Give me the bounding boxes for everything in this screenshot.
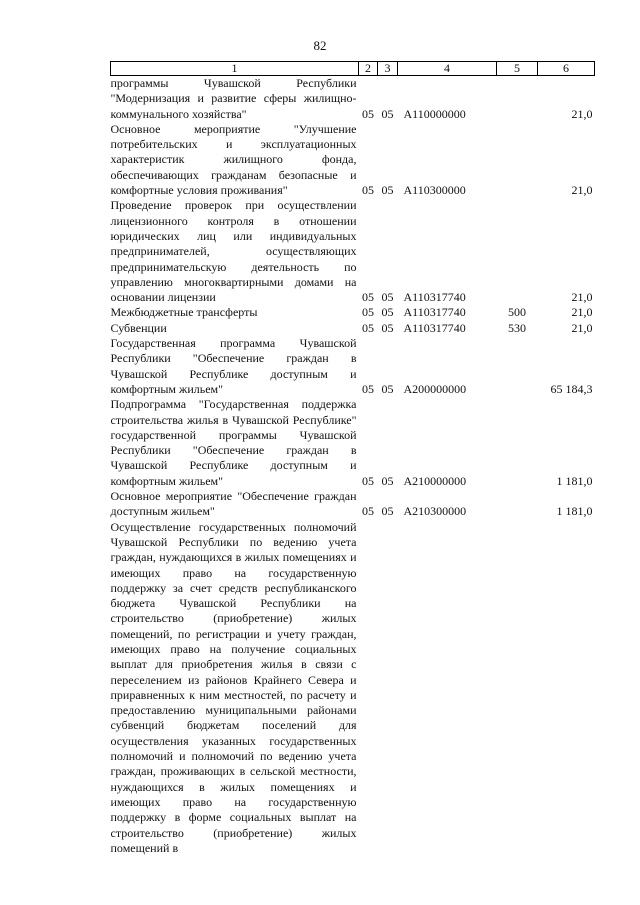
- header-cell-expense-type: 5: [497, 62, 538, 76]
- row-amount: 65 184,3: [550, 381, 593, 396]
- table-row: [111, 305, 595, 320]
- table-row: [111, 489, 595, 520]
- row-target-code: [398, 520, 497, 857]
- header-cell-target-code: 4: [398, 62, 497, 76]
- row-amount: [538, 520, 595, 857]
- row-name: Осуществление государственных полномочий Чувашской Республики по ведению учета граждан, нуждающихся в жилых помещениях и имеющих право на государственную поддержку за счет средств республиканского бюджета Чувашской Республики на строительство (приобретение) жилых помещений, по регистрации и учету граждан, имеющих право на получение социальных выплат для приобретения жилья в связи с переселением из районов Крайнего Севера и приравненных к ним местностей, по расчету и предоставлению муниципальными районами субвенций бюджетам поселений для осуществления указанных государственных полномочий и полномочий по ведению учета граждан, проживающих в сельской местности, нуждающихся в жилых помещениях и имеющих право на государственную поддержку в форме социальных выплат на строительство (приобретение) жилых помещений в: [110, 519, 357, 855]
- row-section: [359, 520, 378, 857]
- row-name: Государственная программа Чувашской Республики "Обеспечение граждан в Чувашской Республике доступным и комфортным жильем": [110, 336, 357, 396]
- row-subsection: 05: [381, 106, 394, 121]
- row-expense-type: [497, 489, 538, 520]
- table-row: [111, 397, 595, 489]
- header-cell-subsection: 3: [378, 62, 398, 76]
- row-section: 05: [362, 381, 374, 396]
- row-expense-type: [497, 397, 538, 489]
- row-name: программы Чувашской Республики "Модернизация и развитие сферы жилищно-коммунального хозяйства": [110, 76, 357, 121]
- row-section: 05: [362, 106, 374, 121]
- table-row: [111, 122, 595, 198]
- row-name: Субвенции: [110, 320, 167, 335]
- row-subsection: 05: [381, 320, 394, 335]
- table-header: [111, 62, 595, 76]
- row-expense-type: [497, 76, 538, 122]
- row-section: 05: [362, 504, 374, 519]
- row-subsection: 05: [381, 473, 394, 488]
- row-target-code: А110317740: [403, 305, 466, 320]
- row-target-code: А210000000: [403, 473, 467, 488]
- row-subsection: 05: [381, 305, 394, 320]
- budget-table: [110, 61, 595, 856]
- header-row: [111, 62, 595, 76]
- row-section: 05: [362, 305, 374, 320]
- row-amount: 21,0: [571, 106, 593, 121]
- row-name: Подпрограмма "Государственная поддержка строительства жилья в Чувашской Республике" государственной программы Чувашской Республики "Обеспечение граждан в Чувашской Республике доступным и комфортным жильем": [110, 397, 357, 488]
- row-expense-type: [497, 520, 538, 857]
- row-expense-type: 500: [508, 305, 526, 320]
- table-row: [111, 198, 595, 305]
- row-subsection: 05: [381, 290, 394, 305]
- row-target-code: А110317740: [403, 290, 466, 305]
- row-section: 05: [362, 320, 374, 335]
- row-expense-type: [497, 198, 538, 305]
- row-section: 05: [362, 290, 374, 305]
- page-number: 82: [313, 38, 327, 53]
- row-expense-type: [497, 336, 538, 397]
- table-row: [111, 76, 595, 122]
- row-name: Основное мероприятие "Обеспечение граждан доступным жильем": [110, 489, 357, 519]
- row-target-code: А200000000: [403, 381, 467, 396]
- header-cell-section: 2: [359, 62, 378, 76]
- row-section: 05: [362, 183, 374, 198]
- row-subsection: 05: [381, 183, 394, 198]
- table-row: [111, 520, 595, 857]
- row-amount: 21,0: [571, 183, 593, 198]
- row-target-code: А110000000: [403, 106, 466, 121]
- row-amount: 1 181,0: [556, 473, 593, 488]
- row-subsection: 05: [381, 381, 394, 396]
- row-section: 05: [362, 473, 374, 488]
- row-amount: 1 181,0: [556, 504, 593, 519]
- row-target-code: А110317740: [403, 320, 466, 335]
- row-name: Межбюджетные трансферты: [110, 305, 258, 320]
- row-target-code: А110300000: [403, 183, 466, 198]
- row-subsection: 05: [381, 504, 394, 519]
- row-name: Основное мероприятие "Улучшение потребительских и эксплуатационных характеристик жилищного фонда, обеспечивающих гражданам безопасные и комфортные условия проживания": [110, 121, 357, 198]
- row-name: Проведение проверок при осуществлении лицензионного контроля в отношении юридических лиц или индивидуальных предпринимателей, осуществляющих предпринимательскую деятельность по управлению многоквартирными домами на основании лицензии: [110, 198, 357, 305]
- row-amount: 21,0: [571, 290, 593, 305]
- row-target-code: А210300000: [403, 504, 467, 519]
- header-cell-amount: 6: [538, 62, 595, 76]
- row-expense-type: 530: [508, 320, 526, 335]
- row-expense-type: [497, 122, 538, 198]
- row-subsection: [378, 520, 398, 857]
- table-body: [111, 76, 595, 857]
- header-cell-name: 1: [111, 62, 359, 76]
- row-amount: 21,0: [571, 305, 593, 320]
- table-row: [111, 336, 595, 397]
- row-amount: 21,0: [571, 320, 593, 335]
- table-row: [111, 321, 595, 336]
